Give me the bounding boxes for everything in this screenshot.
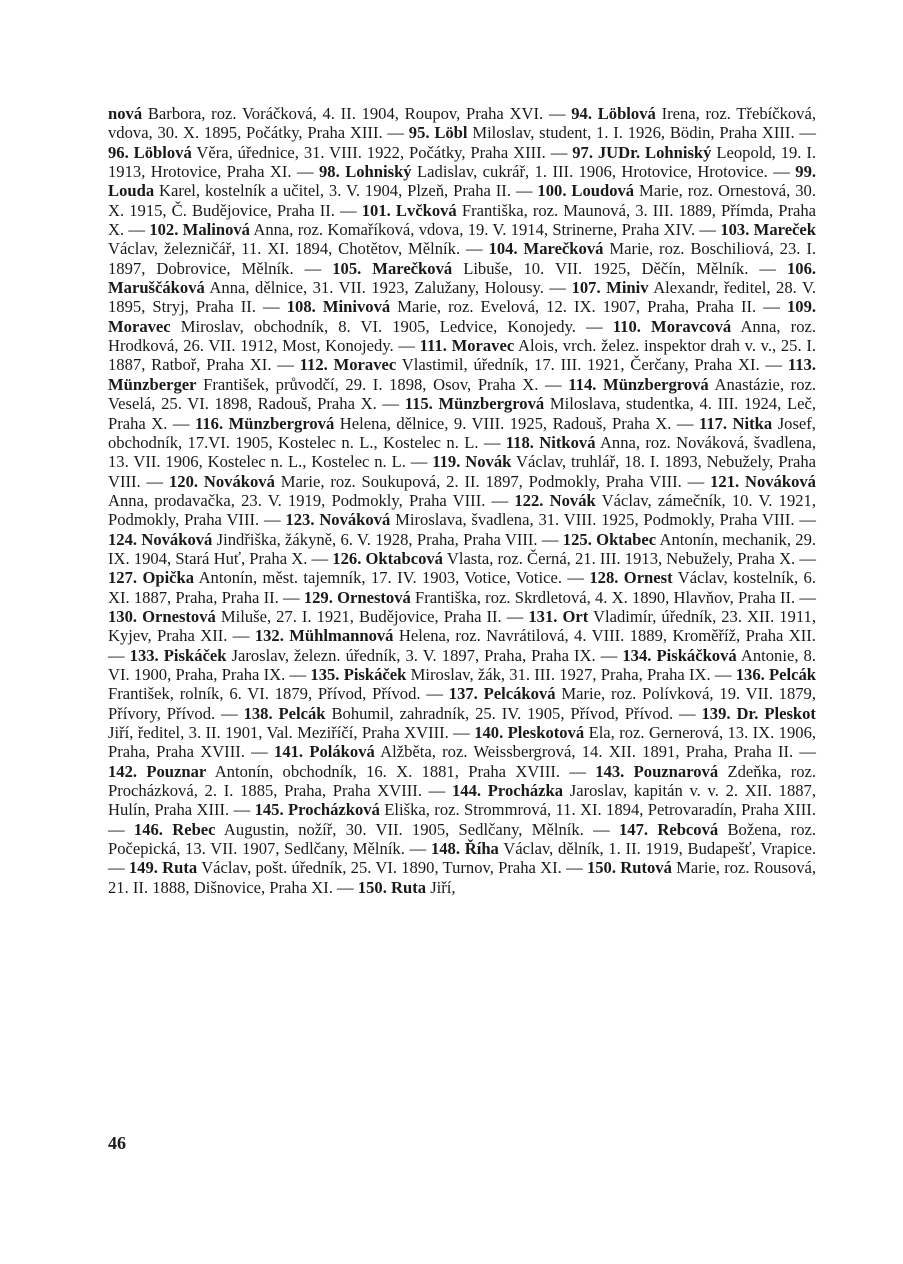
entry-surname: nová xyxy=(108,104,143,123)
entry-surname: Moravcová xyxy=(651,316,732,336)
entry-details: Anna, dělnice, 31. VII. 1923, Zalužany, Holousy. — xyxy=(209,278,567,298)
entry-details: Alexandr, ředitel, 28. V. 1895, Stryj, Praha II. — xyxy=(108,278,817,317)
entry-number: 117. xyxy=(698,413,728,433)
register-entries-text xyxy=(108,104,816,897)
entry-surname: Opička xyxy=(142,568,195,588)
entry-details: Miloslava, studentka, 4. III. 1924, Leč, Praha X. — xyxy=(108,394,816,433)
register-entry xyxy=(319,162,790,181)
entry-surname: Piskáček xyxy=(163,645,227,665)
entry-details: Ladislav, cukrář, 1. III. 1906, Hrotovice, Hrotovice. — xyxy=(417,162,790,182)
entry-details: Václav, pošt. úředník, 25. VI. 1890, Turnov, Praha XI. — xyxy=(201,858,583,878)
entry-number: 126. xyxy=(332,548,362,568)
entry-details: Václav, dělník, 1. II. 1919, Budapešť, Vrapice. — xyxy=(108,839,816,878)
entry-surname: Procházka xyxy=(487,781,564,801)
entry-surname: Pelcáková xyxy=(483,684,556,704)
entry-surname: Löblová xyxy=(133,142,192,162)
register-entry xyxy=(169,472,704,491)
entry-number: 148. xyxy=(430,839,460,859)
entry-number: 146. xyxy=(133,819,163,839)
entry-details: Libuše, 10. VII. 1925, Děčín, Mělník. — xyxy=(463,258,776,278)
entry-details: Irena, roz. Třebíčková, vdova, 30. X. 1895, Počátky, Praha XIII. — xyxy=(108,104,816,143)
entry-details: Alžběta, roz. Weissbergrová, 14. XII. 1891, Praha, Praha II. — xyxy=(380,742,817,762)
register-entry xyxy=(134,820,610,839)
entry-details: Miroslava, švadlena, 31. VIII. 1925, Podmokly, Praha VIII. — xyxy=(395,510,817,530)
entry-number: 99. xyxy=(795,162,817,182)
entry-number: 94. xyxy=(571,104,592,123)
entry-surname: Münzberger xyxy=(108,374,197,394)
entry-surname: Ort xyxy=(562,606,589,626)
entry-number: 100. xyxy=(537,181,567,201)
entry-surname: Rebec xyxy=(172,819,216,839)
entry-details: Antonín, mechanik, 29. IX. 1904, Stará Huť, Praha X. — xyxy=(108,529,817,568)
register-entry xyxy=(310,665,731,684)
entry-surname: JUDr. Lohniský xyxy=(597,142,712,162)
entry-number: 112. xyxy=(299,355,328,375)
entry-details: Anna, roz. Hrodková, 26. VII. 1912, Most, Konojedy. — xyxy=(108,316,817,356)
register-entry xyxy=(274,742,816,761)
entry-number: 106. xyxy=(786,258,817,278)
register-entry xyxy=(304,588,816,607)
entry-surname: Nováková xyxy=(744,471,816,491)
entry-number: 111. xyxy=(419,336,447,356)
entry-number: 143. xyxy=(595,761,625,781)
entry-details: Marie, roz. Soukupová, 2. II. 1897, Podmokly, Praha VIII. — xyxy=(280,471,705,491)
register-entry xyxy=(285,510,816,529)
entry-surname: Lohniský xyxy=(345,162,412,182)
entry-number: 139. xyxy=(701,703,731,723)
entry-surname: Pelcák xyxy=(769,664,817,684)
entry-surname: Pelcák xyxy=(278,703,326,723)
entry-surname: Maruščáková xyxy=(108,278,205,298)
entry-details: Vlastimil, úředník, 17. III. 1921, Čerčany, Praha XI. — xyxy=(401,355,783,375)
entry-surname: Mühlmannová xyxy=(289,626,394,646)
entry-details: Alois, vrch. želez. inspektor drah v. v., 25. I. 1887, Ratboř, Praha XI. — xyxy=(108,336,816,375)
entry-number: 118. xyxy=(505,432,534,452)
entry-surname: Říha xyxy=(464,839,499,859)
entry-surname: Ornestová xyxy=(142,606,216,626)
entry-number: 135. xyxy=(310,664,340,684)
entry-details: Augustin, nožíř, 30. VII. 1905, Sedlčany, Mělník. — xyxy=(223,819,610,839)
entry-details: Věra, úřednice, 31. VIII. 1922, Počátky, Praha XIII. — xyxy=(196,142,568,162)
entry-number: 119. xyxy=(432,452,461,472)
entry-details: Antonie, 8. VI. 1900, Praha, Praha IX. — xyxy=(108,645,816,684)
entry-number: 123. xyxy=(285,510,315,530)
entry-surname: Moravec xyxy=(451,336,515,356)
entry-number: 150. xyxy=(586,858,616,878)
register-entry xyxy=(300,355,782,374)
entry-number: 149. xyxy=(128,858,158,878)
entry-number: 101. xyxy=(361,200,391,220)
entry-number: 128. xyxy=(589,568,619,588)
entry-number: 95. xyxy=(408,123,430,143)
entry-surname: Oktabec xyxy=(596,529,657,549)
entry-surname: Moravec xyxy=(333,355,397,375)
entry-surname: Moravec xyxy=(108,316,171,336)
entry-details: Františka, roz. Skrdletová, 4. X. 1890, Hlavňov, Praha II. — xyxy=(415,587,816,607)
entry-number: 136. xyxy=(735,664,765,684)
entry-details: Helena, dělnice, 9. VIII. 1925, Radouš, Praha X. — xyxy=(339,413,694,433)
entry-details: Václav, truhlář, 18. I. 1893, Nebužely, Praha VIII. — xyxy=(108,452,817,491)
entry-surname: Malinová xyxy=(182,220,250,240)
entry-number: 142. xyxy=(108,761,138,781)
entry-surname: Münzbergrová xyxy=(438,394,545,414)
entry-number: 140. xyxy=(474,723,504,742)
entry-details: Bohumil, zahradník, 25. IV. 1905, Přívod, Přívod. — xyxy=(331,703,696,723)
entry-details: Helena, roz. Navrátilová, 4. VIII. 1889, Kroměříž, Praha XII. — xyxy=(108,626,816,665)
register-entry xyxy=(149,220,716,239)
entry-surname: Nováková xyxy=(203,471,275,491)
entry-number: 114. xyxy=(568,374,597,394)
entry-surname: Rebcová xyxy=(657,819,719,839)
entry-details: Jiří, xyxy=(430,877,456,897)
entry-number: 134. xyxy=(622,645,652,665)
entry-surname: Ornest xyxy=(623,568,673,588)
entry-details: Leopold, 19. I. 1913, Hrotovice, Praha XI. — xyxy=(108,142,817,182)
entry-surname: Nováková xyxy=(319,510,391,530)
entry-number: 116. xyxy=(194,413,224,433)
entry-number: 107. xyxy=(571,278,601,298)
entry-number: 124. xyxy=(108,529,138,549)
entry-details: Jaroslav, kapitán v. v. 2. XII. 1887, Hulín, Praha XIII. — xyxy=(108,781,816,820)
entry-surname: Pouznarová xyxy=(633,761,719,781)
entry-details: Josef, obchodník, 17.VI. 1905, Kostelec n. L., Kostelec n. L. — xyxy=(108,413,816,452)
entry-number: 145. xyxy=(254,800,284,820)
entry-surname: Münzbergrová xyxy=(228,413,335,433)
entry-surname: Minivová xyxy=(322,297,391,317)
register-entry xyxy=(332,259,776,278)
register-entry xyxy=(108,568,584,587)
entry-details: Miluše, 27. I. 1921, Budějovice, Praha II. — xyxy=(220,606,524,626)
register-entry xyxy=(130,646,618,665)
entry-surname: Piskáčková xyxy=(656,645,737,665)
entry-surname: Ruta xyxy=(162,858,198,878)
entry-number: 105. xyxy=(332,258,362,278)
entry-details: Anna, roz. Nováková, švadlena, 13. VII. 1906, Kostelec n. L., Kostelec n. L. — xyxy=(108,432,816,472)
entry-number: 120. xyxy=(168,471,199,491)
register-entry xyxy=(195,414,693,433)
entry-details: Anastázie, roz. Veselá, 25. VI. 1898, Radouš, Praha X. — xyxy=(108,374,817,414)
entry-number: 103. xyxy=(720,220,750,240)
entry-number: 133. xyxy=(129,645,159,665)
entry-surname: Ornestová xyxy=(337,587,411,607)
entry-surname: Löbl xyxy=(434,123,468,143)
register-entry xyxy=(108,530,558,549)
entry-number: 98. xyxy=(319,162,340,182)
entry-details: Miloslav, student, 1. I. 1926, Bödin, Praha XIII. — xyxy=(472,123,816,143)
entry-surname: Procházková xyxy=(288,800,380,820)
entry-details: Miroslav, obchodník, 8. VI. 1905, Ledvice, Konojedy. — xyxy=(180,316,603,336)
entry-details: Marie, roz. Polívková, 19. VII. 1879, Přívory, Přívod. — xyxy=(108,684,816,723)
entry-surname: Dr. Pleskot xyxy=(736,703,816,723)
entry-surname: Oktabcová xyxy=(365,548,443,568)
entry-details: Anna, roz. Komaříková, vdova, 19. V. 1914, Strinerne, Praha XIV. — xyxy=(253,220,717,240)
entry-details: Miroslav, žák, 31. III. 1927, Praha, Praha IX. — xyxy=(410,664,732,684)
register-entry xyxy=(244,704,696,723)
entry-number: 138. xyxy=(243,703,273,723)
entry-details: Karel, kostelník a učitel, 3. V. 1904, Plzeň, Praha II. — xyxy=(159,181,533,201)
entry-details: Marie, roz. Rousová, 21. II. 1888, Dišnovice, Praha XI. — xyxy=(108,858,817,897)
page-number: 46 xyxy=(108,1133,126,1153)
entry-details: Františka, roz. Maunová, 3. III. 1889, Přímda, Praha X. — xyxy=(108,200,816,240)
register-entry xyxy=(358,878,456,897)
entry-surname: Poláková xyxy=(309,742,375,762)
entry-details: Božena, roz. Počepická, 13. VII. 1907, Sedlčany, Mělník. — xyxy=(108,819,817,859)
entry-surname: Louda xyxy=(108,181,155,201)
entry-number: 130. xyxy=(108,606,138,626)
entry-surname: Ruta xyxy=(391,877,427,897)
register-entry xyxy=(108,143,567,162)
entry-details: František, rolník, 6. VI. 1879, Přívod, Přívod. — xyxy=(108,684,443,704)
entry-number: 131. xyxy=(528,606,558,626)
entry-number: 147. xyxy=(619,819,649,839)
entry-details: Anna, prodavačka, 23. V. 1919, Podmokly, Praha VIII. — xyxy=(108,490,509,510)
entry-number: 110. xyxy=(612,316,641,336)
entry-details: Vlasta, roz. Černá, 21. III. 1913, Nebužely, Praha X. — xyxy=(446,548,816,568)
entry-details: Marie, roz. Ornestová, 30. X. 1915, Č. Budějovice, Praha II. — xyxy=(108,181,816,220)
entry-surname: Marečková xyxy=(372,258,453,278)
entry-details: Marie, roz. Evelová, 12. IX. 1907, Praha, Praha II. — xyxy=(397,297,780,317)
register-entry xyxy=(332,549,816,568)
entry-details: Barbora, roz. Voráčková, 4. II. 1904, Roupov, Praha XVI. — xyxy=(147,104,566,123)
register-entry xyxy=(108,607,523,626)
entry-details: Antonín, obchodník, 16. X. 1881, Praha XVIII. — xyxy=(214,761,586,781)
entry-details: Eliška, roz. Strommrová, 11. XI. 1894, Petrovaradín, Praha XIII. — xyxy=(108,800,816,839)
entry-surname: Nitka xyxy=(732,413,773,433)
register-entry xyxy=(129,858,583,877)
entry-number: 122. xyxy=(514,490,544,510)
entry-details: Václav, železničář, 11. XI. 1894, Chotětov, Mělník. — xyxy=(108,239,483,259)
entry-surname: Münzbergrová xyxy=(603,374,709,394)
entry-details: Antonín, měst. tajemník, 17. IV. 1903, Votice, Votice. — xyxy=(198,568,584,588)
entry-number: 127. xyxy=(108,568,138,588)
entry-details: Ela, roz. Gernerová, 13. IX. 1906, Praha, Praha XVIII. — xyxy=(108,723,817,762)
entry-number: 125. xyxy=(562,529,592,549)
entry-number: 137. xyxy=(448,684,478,704)
entry-number: 102. xyxy=(149,220,179,240)
entry-number: 108. xyxy=(286,297,316,317)
register-entry xyxy=(108,104,566,123)
entry-number: 144. xyxy=(451,781,482,801)
entry-number: 109. xyxy=(786,297,817,317)
entry-details: Jaroslav, železn. úředník, 3. V. 1897, Praha, Praha IX. — xyxy=(231,645,618,665)
entry-number: 141. xyxy=(274,742,304,762)
entry-details: Václav, kostelník, 6. XI. 1887, Praha, Praha II. — xyxy=(108,568,816,607)
entry-surname: Lvčková xyxy=(395,200,457,220)
entry-surname: Pouznar xyxy=(146,761,207,781)
entry-surname: Rutová xyxy=(620,858,672,878)
register-entry xyxy=(409,123,816,142)
entry-details: Jindřiška, žákyně, 6. V. 1928, Praha, Praha VIII. — xyxy=(216,529,559,549)
entry-number: 121. xyxy=(710,471,740,491)
entry-surname: Nováková xyxy=(141,529,213,549)
entry-surname: Marečková xyxy=(523,239,604,259)
entry-surname: Piskáček xyxy=(343,664,407,684)
entry-number: 150. xyxy=(357,877,387,897)
entry-surname: Miniv xyxy=(606,278,649,298)
entry-surname: Pleskotová xyxy=(507,723,585,742)
entry-surname: Novák xyxy=(549,490,596,510)
entry-surname: Nitková xyxy=(539,432,596,452)
entry-number: 97. xyxy=(572,142,593,162)
entry-surname: Loudová xyxy=(571,181,635,201)
entry-details: Václav, zámečník, 10. V. 1921, Podmokly, Praha VIII. — xyxy=(108,490,816,530)
entry-number: 104. xyxy=(488,239,518,259)
entry-details: Jiří, ředitel, 3. II. 1901, Val. Meziříčí, Praha XVIII. — xyxy=(108,723,470,742)
entry-number: 96. xyxy=(108,142,129,162)
entry-surname: Mareček xyxy=(753,220,817,240)
register-entry xyxy=(108,762,586,781)
entry-surname: Löblová xyxy=(597,104,656,123)
register-entry xyxy=(287,297,780,316)
entry-details: Vladimír, úředník, 23. XII. 1911, Kyjev, Praha XII. — xyxy=(108,606,816,646)
entry-surname: Novák xyxy=(465,452,512,472)
entry-details: Zdeňka, roz. Procházková, 2. I. 1885, Praha, Praha XVIII. — xyxy=(108,761,817,801)
entry-number: 113. xyxy=(787,355,816,375)
entry-number: 115. xyxy=(404,394,433,414)
entry-details: František, průvodčí, 29. I. 1898, Osov, Praha X. — xyxy=(203,374,562,394)
entry-number: 129. xyxy=(303,587,333,607)
entry-number: 132. xyxy=(254,626,284,646)
entry-details: Marie, roz. Boschiliová, 23. I. 1897, Dobrovice, Mělník. — xyxy=(108,239,817,278)
